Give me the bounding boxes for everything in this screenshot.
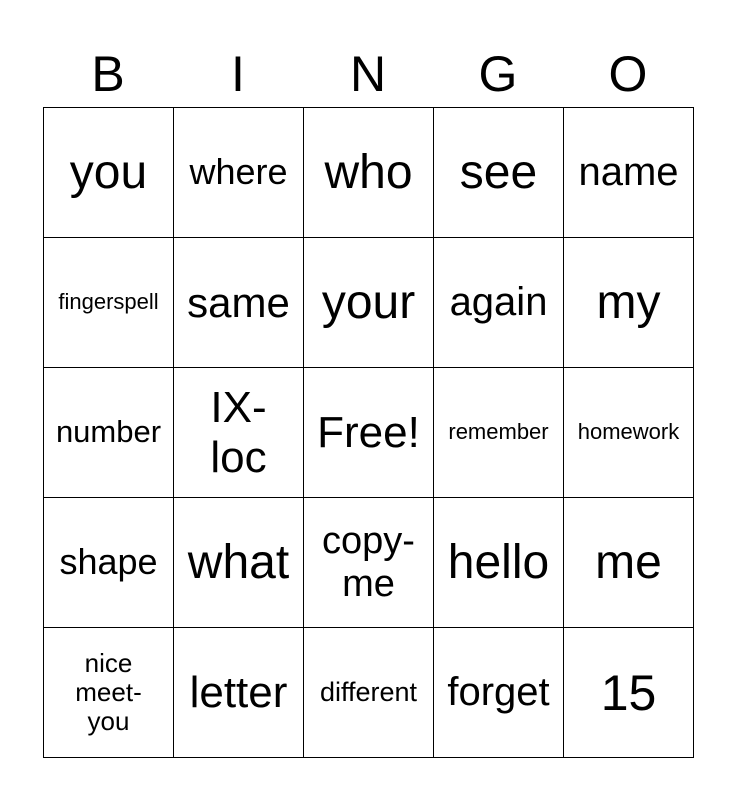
- bingo-cell[interactable]: [44, 368, 174, 498]
- bingo-cell-text: where: [189, 151, 288, 193]
- bingo-cell[interactable]: [434, 368, 564, 498]
- bingo-cell[interactable]: [174, 628, 304, 758]
- bingo-cell-text: name: [578, 150, 679, 195]
- bingo-cell-text: IX-: [210, 383, 267, 433]
- header-letter-i: I: [231, 46, 245, 102]
- bingo-cell-text: again: [449, 280, 548, 325]
- header-letter-n: N: [349, 46, 387, 102]
- bingo-cell-text: number: [55, 414, 162, 450]
- bingo-cell[interactable]: [304, 238, 434, 368]
- bingo-cell-text: meet-: [75, 676, 142, 707]
- header-letter-g: G: [478, 46, 518, 102]
- bingo-cell[interactable]: [174, 238, 304, 368]
- bingo-cell[interactable]: [174, 108, 304, 238]
- bingo-cell[interactable]: [44, 108, 174, 238]
- header-letter-b: B: [91, 46, 125, 102]
- bingo-cell[interactable]: [564, 368, 694, 498]
- bingo-cell-text: same: [187, 278, 290, 326]
- bingo-cell[interactable]: [434, 238, 564, 368]
- bingo-cell[interactable]: [44, 628, 174, 758]
- bingo-cell-text: forget: [447, 670, 550, 715]
- bingo-cell-text: shape: [59, 541, 158, 583]
- bingo-cell[interactable]: [174, 368, 304, 498]
- bingo-cell-text: homework: [577, 419, 680, 445]
- bingo-cell[interactable]: [44, 238, 174, 368]
- bingo-cell[interactable]: [44, 498, 174, 628]
- bingo-cell-text: letter: [189, 667, 288, 717]
- bingo-cell[interactable]: [304, 628, 434, 758]
- bingo-header: [43, 44, 693, 104]
- bingo-cell-text: you: [87, 706, 130, 737]
- bingo-cell-text: fingerspell: [58, 289, 159, 315]
- bingo-cell[interactable]: [564, 628, 694, 758]
- header-letter-o: O: [608, 46, 648, 102]
- bingo-cell[interactable]: [304, 368, 434, 498]
- bingo-cell-text: you: [69, 145, 148, 199]
- bingo-cell[interactable]: [304, 108, 434, 238]
- bingo-cell-text: what: [187, 535, 290, 589]
- bingo-cell-text: remember: [448, 419, 549, 445]
- bingo-cell[interactable]: [434, 498, 564, 628]
- bingo-cell-text: Free!: [317, 407, 420, 457]
- bingo-cell-text: who: [324, 145, 413, 199]
- bingo-cell-text: me: [342, 562, 395, 605]
- bingo-cell-text: your: [321, 275, 416, 329]
- bingo-cell[interactable]: [564, 238, 694, 368]
- bingo-cell[interactable]: [434, 628, 564, 758]
- bingo-cell-text: hello: [447, 535, 550, 589]
- bingo-cell-text: loc: [210, 432, 267, 482]
- bingo-cell[interactable]: [304, 498, 434, 628]
- bingo-cell[interactable]: [564, 108, 694, 238]
- bingo-cell[interactable]: [564, 498, 694, 628]
- bingo-cell-text: see: [459, 145, 538, 199]
- bingo-cell-text: different: [319, 677, 418, 708]
- bingo-cell-text: copy-: [322, 519, 415, 562]
- bingo-board: [43, 107, 694, 758]
- bingo-cell-text: nice: [84, 647, 133, 678]
- bingo-cell[interactable]: [174, 498, 304, 628]
- bingo-cell[interactable]: [434, 108, 564, 238]
- bingo-cell-text: me: [595, 535, 662, 589]
- bingo-cell-text: my: [596, 275, 661, 329]
- bingo-cell-text: 15: [600, 664, 657, 721]
